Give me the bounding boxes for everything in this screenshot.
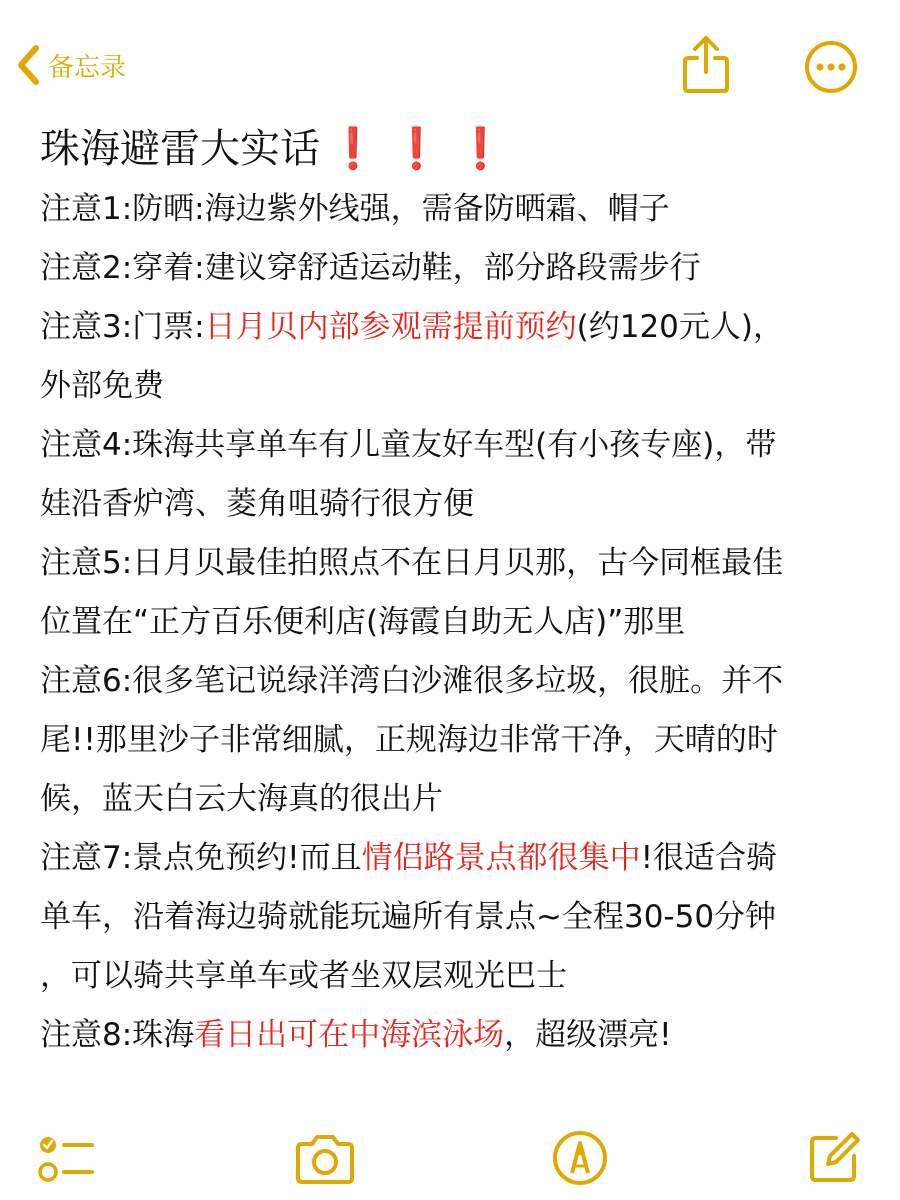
note-text: !很适合骑 [640,840,778,876]
note-lines [40,180,870,1065]
share-button[interactable] [680,34,732,96]
note-text: 尾!!那里沙子非常细腻，正规海边非常干净，天晴的时 [40,722,778,758]
more-button[interactable] [804,40,858,94]
note-line [40,357,870,416]
more-icon [804,40,858,94]
note-line [40,711,870,770]
highlighted-text: 情侣路景点都很集中 [361,840,641,876]
note-line [40,534,870,593]
note-text: ，可以骑共享单车或者坐双层观光巴士 [40,958,567,994]
note-text: 注意6:很多笔记说绿洋湾白沙滩很多垃圾，很脏。并不 [40,663,784,699]
note-line [40,593,870,652]
chevron-left-icon [14,43,44,87]
exclamation-emoji-icons [328,126,519,172]
exclamation-icon: ❗ [328,126,378,172]
note-line [40,770,870,829]
note-text: 候，蓝天白云大海真的很出片 [40,781,443,817]
back-label: 备忘录 [48,52,127,83]
note-text: 位置在“正方百乐便利店(海霞自助无人店)”那里 [40,604,686,640]
note-body[interactable] [40,118,870,1065]
note-text: 注意5:日月贝最佳拍照点不在日月贝那，古今同框最佳 [40,545,784,581]
note-text: 注意4:珠海共享单车有儿童友好车型(有小孩专座)，带 [40,427,777,463]
note-text: 外部免费 [40,368,164,404]
note-line [40,416,870,475]
note-line [40,652,870,711]
note-line [40,298,870,357]
share-icon [680,34,732,96]
note-line [40,1006,870,1065]
markup-button[interactable] [552,1130,608,1186]
note-line [40,829,870,888]
note-title [40,118,870,180]
compose-icon [806,1130,862,1186]
highlighted-text: 日月贝内部参观需提前预约 [204,309,577,345]
note-line [40,888,870,947]
camera-button[interactable] [292,1130,358,1190]
note-text: 注意8:珠海 [40,1017,195,1053]
exclamation-icon: ❗ [391,126,442,172]
note-line [40,180,870,239]
note-title-text: 珠海避雷大实话 [40,126,320,172]
checklist-icon [36,1130,96,1190]
highlighted-text: 看日出可在中海滨泳场 [194,1017,505,1053]
note-line [40,947,870,1006]
note-text: ，超级漂亮! [504,1017,672,1053]
bottom-toolbar [0,1120,900,1200]
note-text: 娃沿香炉湾、菱角咀骑行很方便 [40,486,474,522]
checklist-button[interactable] [36,1130,96,1190]
back-button[interactable] [14,40,126,90]
note-line [40,475,870,534]
markup-icon [552,1130,608,1186]
compose-button[interactable] [806,1130,862,1186]
note-line [40,239,870,298]
camera-icon [292,1130,358,1190]
top-nav-bar [0,0,900,120]
exclamation-icon: ❗ [455,126,506,172]
note-text: 注意2:穿着:建议穿舒适运动鞋，部分路段需步行 [40,250,701,286]
note-text: 注意1:防晒:海边紫外线强，需备防晒霜、帽子 [40,191,670,227]
note-text: (约120元人)， [576,309,784,345]
note-text: 注意3:门票: [40,309,205,345]
note-text: 单车，沿着海边骑就能玩遍所有景点~全程30-50分钟 [40,899,777,935]
note-text: 注意7:景点免预约!而且 [40,840,362,876]
